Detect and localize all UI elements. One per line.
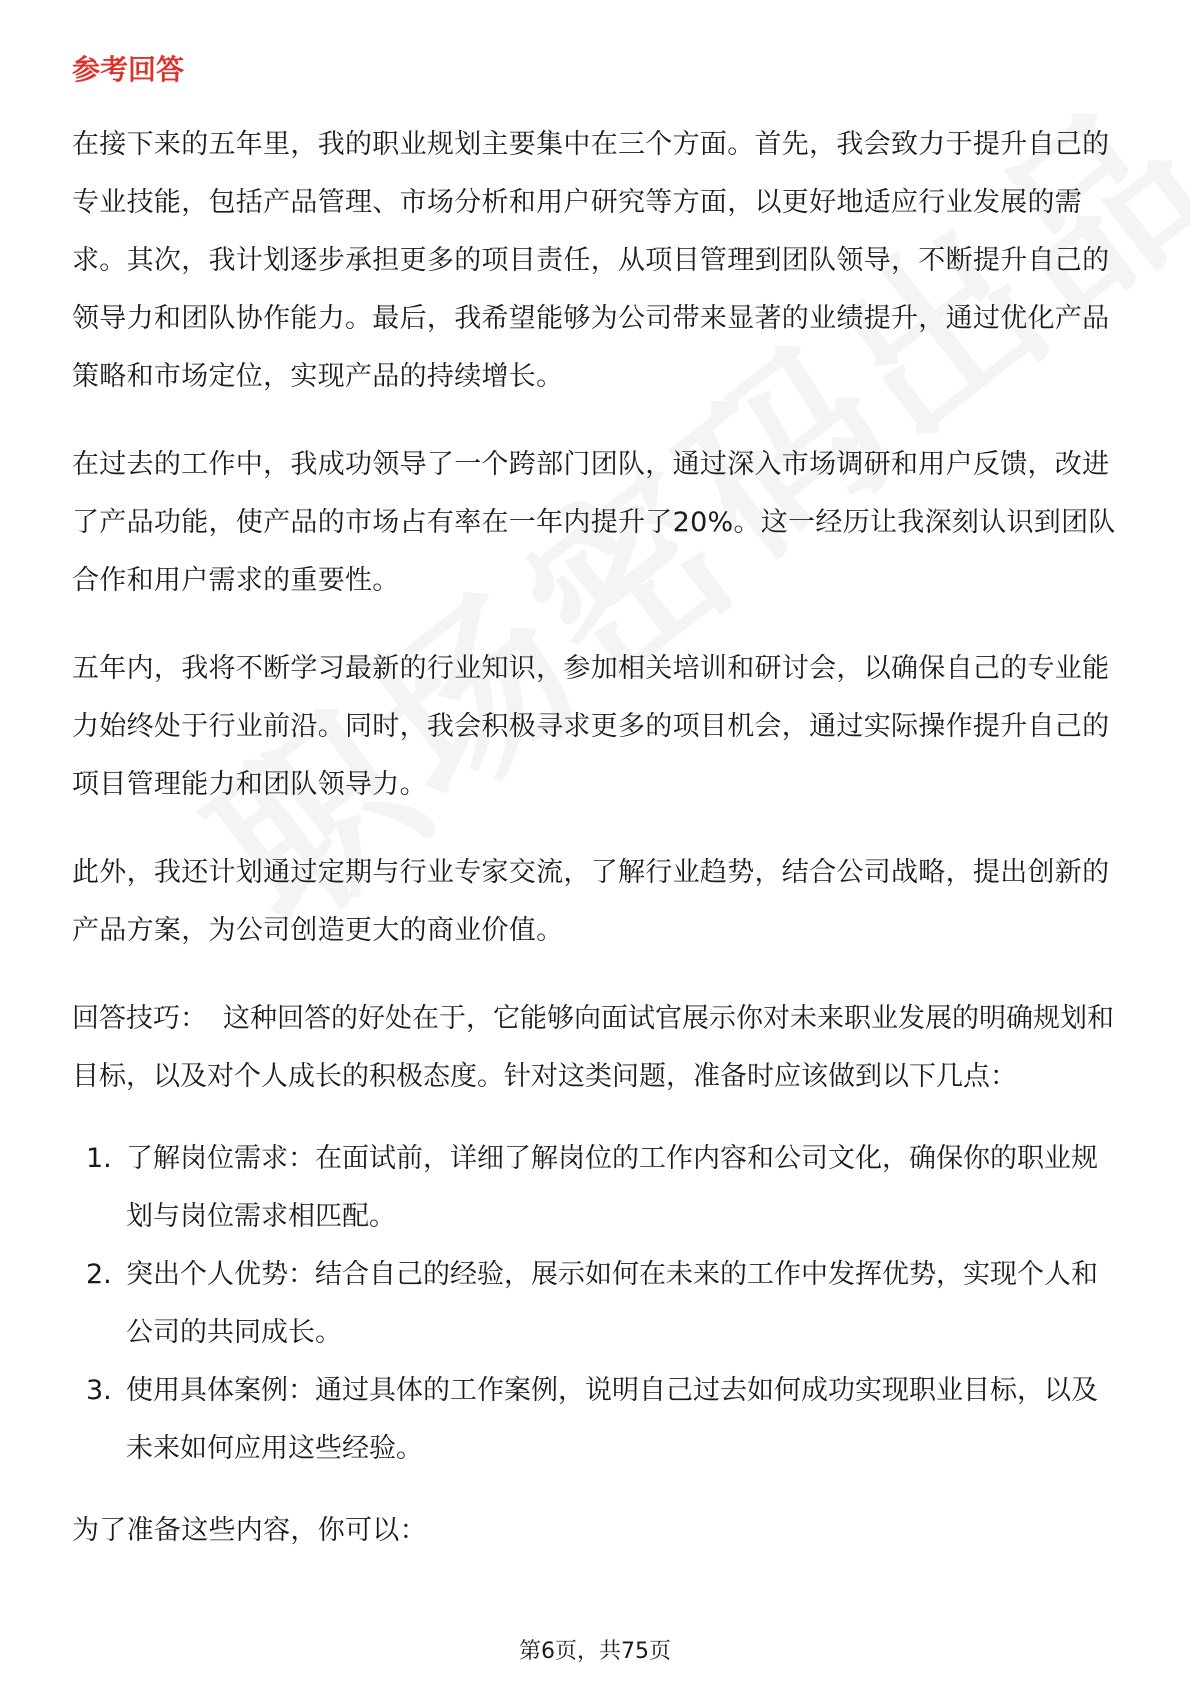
tips-text: 这种回答的好处在于，它能够向面试官展示你对未来职业发展的明确规划和目标，以及对个人成长的积极态度。针对这类问题，准备时应该做到以下几点： (72, 1003, 1114, 1092)
tips-list (72, 1130, 1122, 1478)
list-item-text: 突出个人优势：结合自己的经验，展示如何在未来的工作中发挥优势，实现个人和公司的共同成长。 (126, 1259, 1098, 1348)
paragraph: 在过去的工作中，我成功领导了一个跨部门团队，通过深入市场调研和用户反馈，改进了产品功能，使产品的市场占有率在一年内提升了20%。这一经历让我深刻认识到团队合作和用户需求的重要性。 (72, 449, 1116, 596)
tips-paragraph (72, 990, 1122, 1106)
content-body (72, 116, 1122, 1590)
list-item (72, 1246, 1122, 1362)
paragraph: 在接下来的五年里，我的职业规划主要集中在三个方面。首先，我会致力于提升自己的专业技能，包括产品管理、市场分析和用户研究等方面，以更好地适应行业发展的需求。其次，我计划逐步承担更多的项目责任，从项目管理到团队领导，不断提升自己的领导力和团队协作能力。最后，我希望能够为公司带来显著的业绩提升，通过优化产品策略和市场定位，实现产品的持续增长。 (72, 129, 1110, 392)
list-item (72, 1130, 1122, 1246)
tips-label: 回答技巧： (72, 1003, 207, 1034)
paragraph: 此外，我还计划通过定期与行业专家交流，了解行业趋势，结合公司战略，提出创新的产品方案，为公司创造更大的商业价值。 (72, 857, 1110, 946)
paragraph: 五年内，我将不断学习最新的行业知识，参加相关培训和研讨会，以确保自己的专业能力始终处于行业前沿。同时，我会积极寻求更多的项目机会，通过实际操作提升自己的项目管理能力和团队领导力。 (72, 653, 1110, 800)
list-number: 3. (86, 1375, 112, 1406)
page-number-footer: 第6页，共75页 (519, 1639, 671, 1664)
list-item-text: 使用具体案例：通过具体的工作案例，说明自己过去如何成功实现职业目标，以及未来如何应用这些经验。 (126, 1375, 1098, 1464)
list-item-text: 了解岗位需求：在面试前，详细了解岗位的工作内容和公司文化，确保你的职业规划与岗位需求相匹配。 (126, 1143, 1098, 1232)
closing-paragraph: 为了准备这些内容，你可以： (72, 1515, 427, 1546)
list-number: 1. (86, 1143, 112, 1174)
list-item (72, 1362, 1122, 1478)
section-heading: 参考回答 (72, 53, 185, 86)
list-number: 2. (86, 1259, 112, 1290)
